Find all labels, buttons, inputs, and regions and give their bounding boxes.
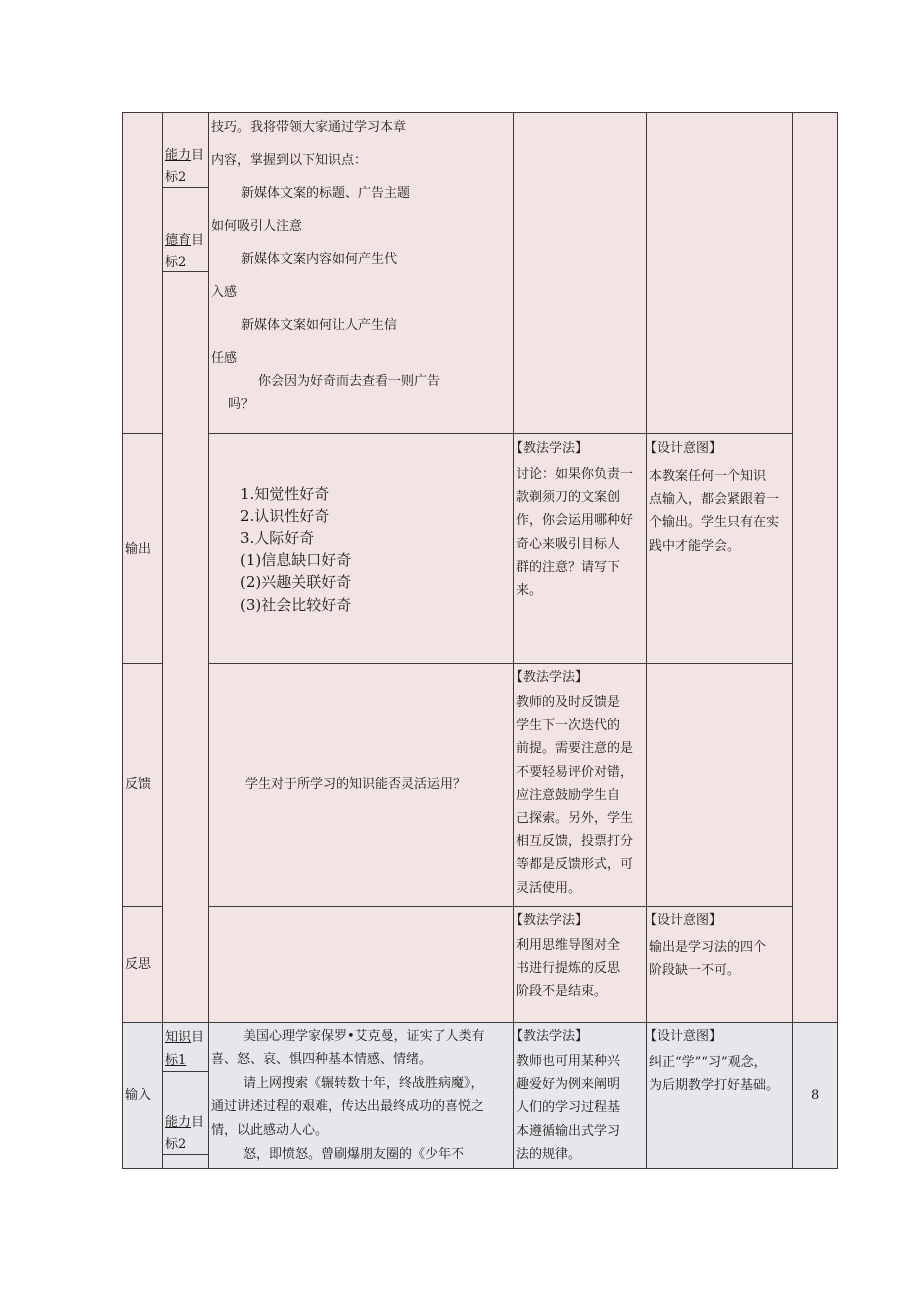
rule-feedback-top-2 (208, 663, 792, 664)
feedback-method-line: 不要轻易评价对错， (516, 764, 634, 780)
output-intent-line: 本教案任何一个知识 (649, 469, 767, 484)
reflect-method-line: 书进行提炼的反思 (516, 961, 621, 977)
output-item-5: (2)兴趣关联好奇 (240, 573, 352, 591)
rule-input-top (123, 1022, 838, 1023)
input-content-line-5: 情，以此感动人心。 (211, 1123, 329, 1138)
rule-top (123, 112, 838, 113)
input-content-line-1: 美国心理学家保罗•艾克曼，证实了人类有 (243, 1029, 485, 1044)
content-line-10: 吗？ (228, 397, 255, 412)
reflect-method-line: 利用思维导图对全 (516, 938, 621, 953)
input-content-line-3: 请上网搜索《辗转数十年，终战胜病魔》， (243, 1076, 484, 1091)
feedback-method-line: 应注意鼓励学生自 (516, 787, 621, 803)
rule-col-5 (792, 112, 793, 1169)
goal-ability-2-input (165, 1115, 204, 1131)
reflect-intent-line: 输出是学习法的四个 (649, 940, 767, 955)
goal-knowledge-1-label: 知识 (165, 1030, 192, 1045)
output-method-text (516, 463, 646, 602)
output-intent-line: 践中才能学会。 (649, 538, 741, 554)
output-intent-line: 点输入，都会紧跟着一 (649, 492, 780, 508)
content-line-1: 技巧。我将带领大家通过学习本章 (211, 120, 407, 135)
output-method-line: 奇心来吸引目标人 (516, 536, 621, 552)
content-line-4: 如何吸引人注意 (211, 219, 303, 234)
rule-reflect-top (123, 906, 163, 907)
input-method-line: 教师也可用某种兴 (516, 1054, 621, 1069)
content-line-2: 内容，掌握到以下知识点： (211, 153, 368, 168)
stage-reflect: 反思 (125, 957, 152, 972)
class-hours: 8 (811, 1088, 820, 1103)
goal-ability-2-suffix: 目 (191, 148, 205, 163)
output-item-3: 3.人际好奇 (240, 529, 315, 547)
rule-col-1 (162, 112, 163, 1169)
feedback-method-title: 【教法学法】 (510, 670, 589, 685)
output-method-line: 款剃须刀的文案创 (516, 490, 621, 506)
input-method-text (516, 1050, 646, 1166)
output-method-title: 【教法学法】 (510, 441, 589, 456)
content-line-3: 新媒体文案的标题、广告主题 (241, 186, 411, 201)
goal-moral-2-label: 德育 (165, 233, 192, 248)
feedback-method-line: 前提。需要注意的是 (516, 741, 634, 757)
input-intent-text (649, 1051, 794, 1097)
rule-output-top (123, 433, 163, 434)
goal-ability-2-input-line2: 标2 (165, 1137, 187, 1152)
stage-feedback: 反馈 (125, 777, 152, 792)
output-method-line: 来。 (516, 583, 543, 599)
output-item-2: 2.认识性好奇 (240, 507, 330, 525)
content-line-6: 入感 (211, 285, 238, 300)
goal-knowledge-1 (165, 1030, 204, 1046)
content-line-9: 你会因为好奇而去查看一则广告 (258, 374, 441, 389)
rule-bottom (123, 1168, 838, 1169)
feedback-method-line: 等都是反馈形式，可 (516, 857, 634, 873)
input-content-line-4: 通过讲述过程的艰难，传达出最终成功的喜悦之 (211, 1099, 485, 1114)
output-method-line: 讨论：如果你负责一 (516, 467, 634, 482)
stage-output: 输出 (125, 542, 152, 557)
feedback-method-line: 学生下一次迭代的 (516, 718, 621, 734)
feedback-method-line: 教师的及时反馈是 (516, 695, 621, 710)
output-intent-text (649, 465, 794, 558)
input-intent-line: 纠正“学”“习”观念， (649, 1055, 767, 1070)
rule-col-3 (513, 112, 514, 1169)
goal-ability-2 (165, 148, 204, 164)
rule-right (837, 112, 838, 1169)
reflect-method-line: 阶段不是结束。 (516, 984, 608, 1000)
output-method-line: 群的注意？请写下 (516, 559, 621, 575)
rule-input-goal-2 (163, 1154, 208, 1155)
goal-ability-2-label: 能力 (165, 148, 192, 163)
output-item-6: (3)社会比较好奇 (240, 596, 352, 614)
input-content-line-2: 喜、怒、哀、惧四种基本情感、情绪。 (211, 1052, 433, 1067)
goal-knowledge-1-suffix: 目 (191, 1030, 205, 1045)
reflect-intent-text (649, 936, 794, 982)
reflect-intent-line: 阶段缺一不可。 (649, 963, 741, 979)
rule-reflect-top-2 (208, 906, 792, 907)
rule-feedback-top (123, 663, 163, 664)
rule-input-goal-1 (163, 1071, 208, 1072)
reflect-intent-title: 【设计意图】 (644, 913, 723, 928)
content-line-7: 新媒体文案如何让人产生信 (241, 318, 398, 333)
rule-goal-2 (163, 271, 208, 272)
table-background-pink (123, 113, 838, 1022)
reflect-method-title: 【教法学法】 (510, 913, 589, 928)
stage-input: 输入 (125, 1088, 152, 1103)
reflect-method-text (516, 934, 646, 1004)
input-content-line-6: 怒，即愤怒。曾刷爆朋友圈的《少年不 (243, 1147, 465, 1162)
input-method-title: 【教法学法】 (510, 1029, 589, 1044)
goal-knowledge-1-line2-text: 标1 (165, 1053, 187, 1068)
output-intent-title: 【设计意图】 (644, 441, 723, 456)
input-method-line: 趣爱好为例来阐明 (516, 1077, 621, 1093)
content-line-8: 任感 (211, 351, 238, 366)
output-item-1: 1.知觉性好奇 (240, 485, 330, 503)
input-method-line: 法的规律。 (516, 1146, 582, 1162)
feedback-method-text (516, 691, 646, 900)
rule-col-4 (646, 112, 647, 1169)
feedback-method-line: 灵活使用。 (516, 880, 582, 896)
goal-ability-2-input-suffix: 目 (191, 1115, 205, 1130)
output-method-line: 作，你会运用哪种好 (516, 513, 634, 529)
rule-goal-1 (163, 187, 208, 188)
feedback-question: 学生对于所学习的知识能否灵活运用？ (245, 777, 467, 792)
input-method-line: 本遵循输出式学习 (516, 1123, 621, 1139)
feedback-method-line: 己探索。另外，学生 (516, 811, 634, 827)
input-intent-title: 【设计意图】 (644, 1029, 723, 1044)
feedback-method-line: 相互反馈，投票打分 (516, 834, 634, 850)
goal-moral-2 (165, 233, 204, 249)
rule-left (122, 112, 123, 1169)
input-method-line: 人们的学习过程基 (516, 1100, 621, 1116)
input-intent-line: 为后期教学打好基础。 (649, 1078, 780, 1094)
content-line-5: 新媒体文案内容如何产生代 (241, 252, 398, 267)
goal-moral-2-suffix: 目 (191, 233, 205, 248)
goal-knowledge-1-line2 (165, 1053, 186, 1069)
rule-output-top-2 (208, 433, 792, 434)
goal-ability-2-line2: 标2 (165, 170, 187, 185)
goal-moral-2-line2: 标2 (165, 255, 187, 270)
output-item-4: (1)信息缺口好奇 (240, 551, 352, 569)
goal-ability-2-input-label: 能力 (165, 1115, 192, 1130)
output-intent-line: 个输出。学生只有在实 (649, 515, 780, 531)
rule-col-2 (208, 112, 209, 1169)
